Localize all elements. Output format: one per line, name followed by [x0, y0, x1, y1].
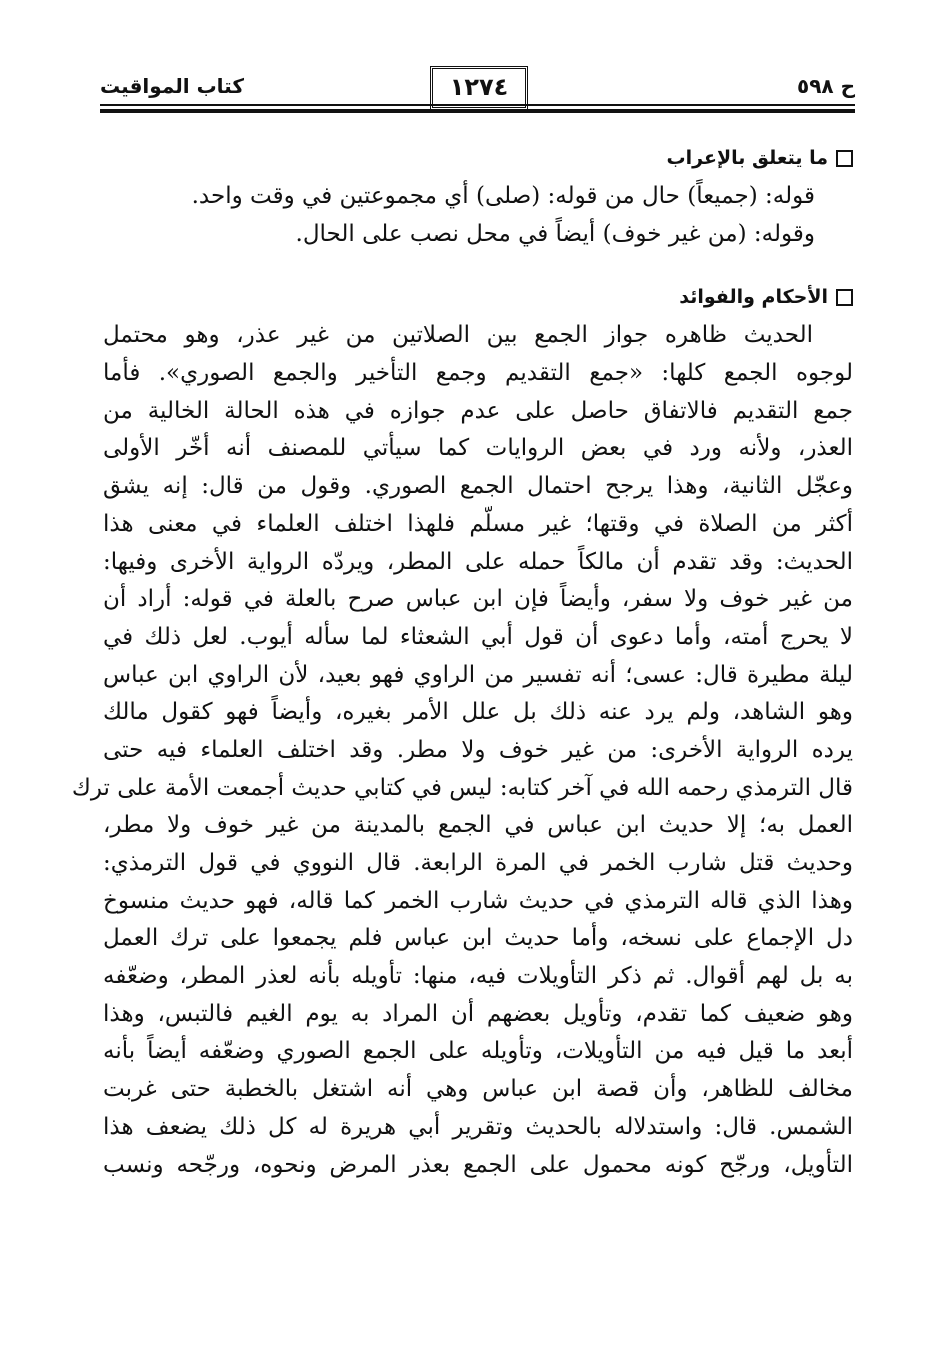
- hadith-number: ح ٥٩٨: [796, 74, 855, 98]
- text-line: الشمس. قال: واستدلاله بالحديث وتقرير أبي هريرة له كل ذلك يضعف هذا: [103, 1113, 853, 1140]
- text-line: به بل لهم أقوال. ثم ذكر التأويلات فيه، منها: تأويله بأنه لعذر المطر، وضعّفه: [103, 963, 853, 990]
- text-line: جمع التقديم فالاتفاق حاصل على عدم جوازه في هذه الحالة الخالية من: [103, 397, 853, 424]
- page-number: ١٢٧٤: [430, 66, 528, 110]
- square-bullet-icon: [836, 150, 853, 167]
- text-line: أكثر من الصلاة في وقتها؛ غير مسلّم فلهذا اختلف العلماء في معنى هذا: [103, 510, 853, 537]
- page-body: [71, 138, 853, 1184]
- section-rulings-paragraph: [71, 317, 853, 1184]
- heading-text: الأحكام والفوائد: [679, 286, 828, 309]
- page-header: [100, 66, 855, 106]
- text-line: العمل به؛ إلا حديث ابن عباس في الجمع بالمدينة من غير خوف ولا مطر،: [103, 812, 853, 839]
- text-line: التأويل، ورجّح كونه محمول على الجمع بعذر المرض ونحوه، ورجّحه ونسب: [103, 1151, 853, 1178]
- text-line: قال الترمذي رحمه الله في آخر كتابه: ليس في كتابي حديث أجمعت الأمة على ترك: [71, 774, 853, 801]
- section-heading-rulings: [103, 277, 853, 317]
- text-line: وهو الشاهد، ولم يرد عنه ذلك بل علل الأمر بغيره، وأيضاً فهو كقول مالك: [103, 699, 853, 726]
- text-line: وحديث قتل شارب الخمر في المرة الرابعة. قال النووي في قول الترمذي:: [103, 850, 853, 876]
- text-line: ليلة مطيرة قال: عسى؛ أنه تفسير من الراوي فهو بعيد، لأن الراوي ابن عباس: [103, 661, 853, 688]
- header-rule-thick: [100, 109, 855, 113]
- text-line: يرده الرواية الأخرى: من غير خوف ولا مطر. وقد اختلف العلماء فيه حتى: [103, 736, 853, 763]
- header-rule-thin: [100, 104, 855, 106]
- text-line: وعجّل الثانية، وهذا يرجح احتمال الجمع الصوري. وقول من قال: إنه يشق: [103, 473, 853, 500]
- text-line: الحديث: وقد تقدم أن مالكاً حمله على المطر، ويردّه الرواية الأخرى وفيها:: [103, 548, 853, 575]
- text-line: لوجوه الجمع كلها: «جمع التقديم وجمع التأخير والجمع الصوري». فأما: [103, 360, 853, 387]
- text-line: وهذا الذي قاله الترمذي في حديث شارب الخمر كما قاله، فهو حديث منسوخ: [103, 887, 853, 914]
- section-heading-grammar: [103, 138, 853, 178]
- book-title: كتاب المواقيت: [100, 74, 244, 98]
- text-line: العذر، ولأنه ورد في بعض الروايات كما سيأتي للمصنف أنه أخّر الأولى: [103, 435, 853, 462]
- square-bullet-icon: [836, 289, 853, 306]
- section-grammar-lines: [103, 178, 853, 253]
- text-line: لا يحرج أمته، وأما دعوى أن قول أبي الشعثاء لما سأله أيوب. لعل ذلك في: [103, 623, 853, 650]
- text-line: قوله: (جميعاً) حال من قوله: (صلى) أي مجموعتين في وقت واحد.: [191, 183, 815, 209]
- heading-text: ما يتعلق بالإعراب: [666, 147, 828, 169]
- text-line: مخالف للظاهر، وأن قصة ابن عباس وهي أنه اشتغل بالخطبة حتى غربت: [103, 1076, 853, 1103]
- text-line: وهو ضعيف كما تقدم، وتأويل بعضهم أن المراد به يوم الغيم فالتبس، وهذا: [103, 1000, 853, 1027]
- text-line: وقوله: (من غير خوف) أيضاً في محل نصب على الحال.: [295, 220, 815, 247]
- text-line: دل الإجماع على نسخه، وأما حديث ابن عباس فلم يجمعوا على ترك العمل: [103, 925, 853, 952]
- text-line: الحديث ظاهره جواز الجمع بين الصلاتين من غير عذر، وهو محتمل: [103, 322, 813, 349]
- text-line: أبعد ما قيل فيه من التأويلات، وتأويله على الجمع الصوري وضعّفه أيضاً بأنه: [103, 1038, 853, 1065]
- text-line: من غير خوف ولا سفر، وأيضاً فإن ابن عباس صرح بالعلة في قوله: أراد أن: [103, 586, 853, 613]
